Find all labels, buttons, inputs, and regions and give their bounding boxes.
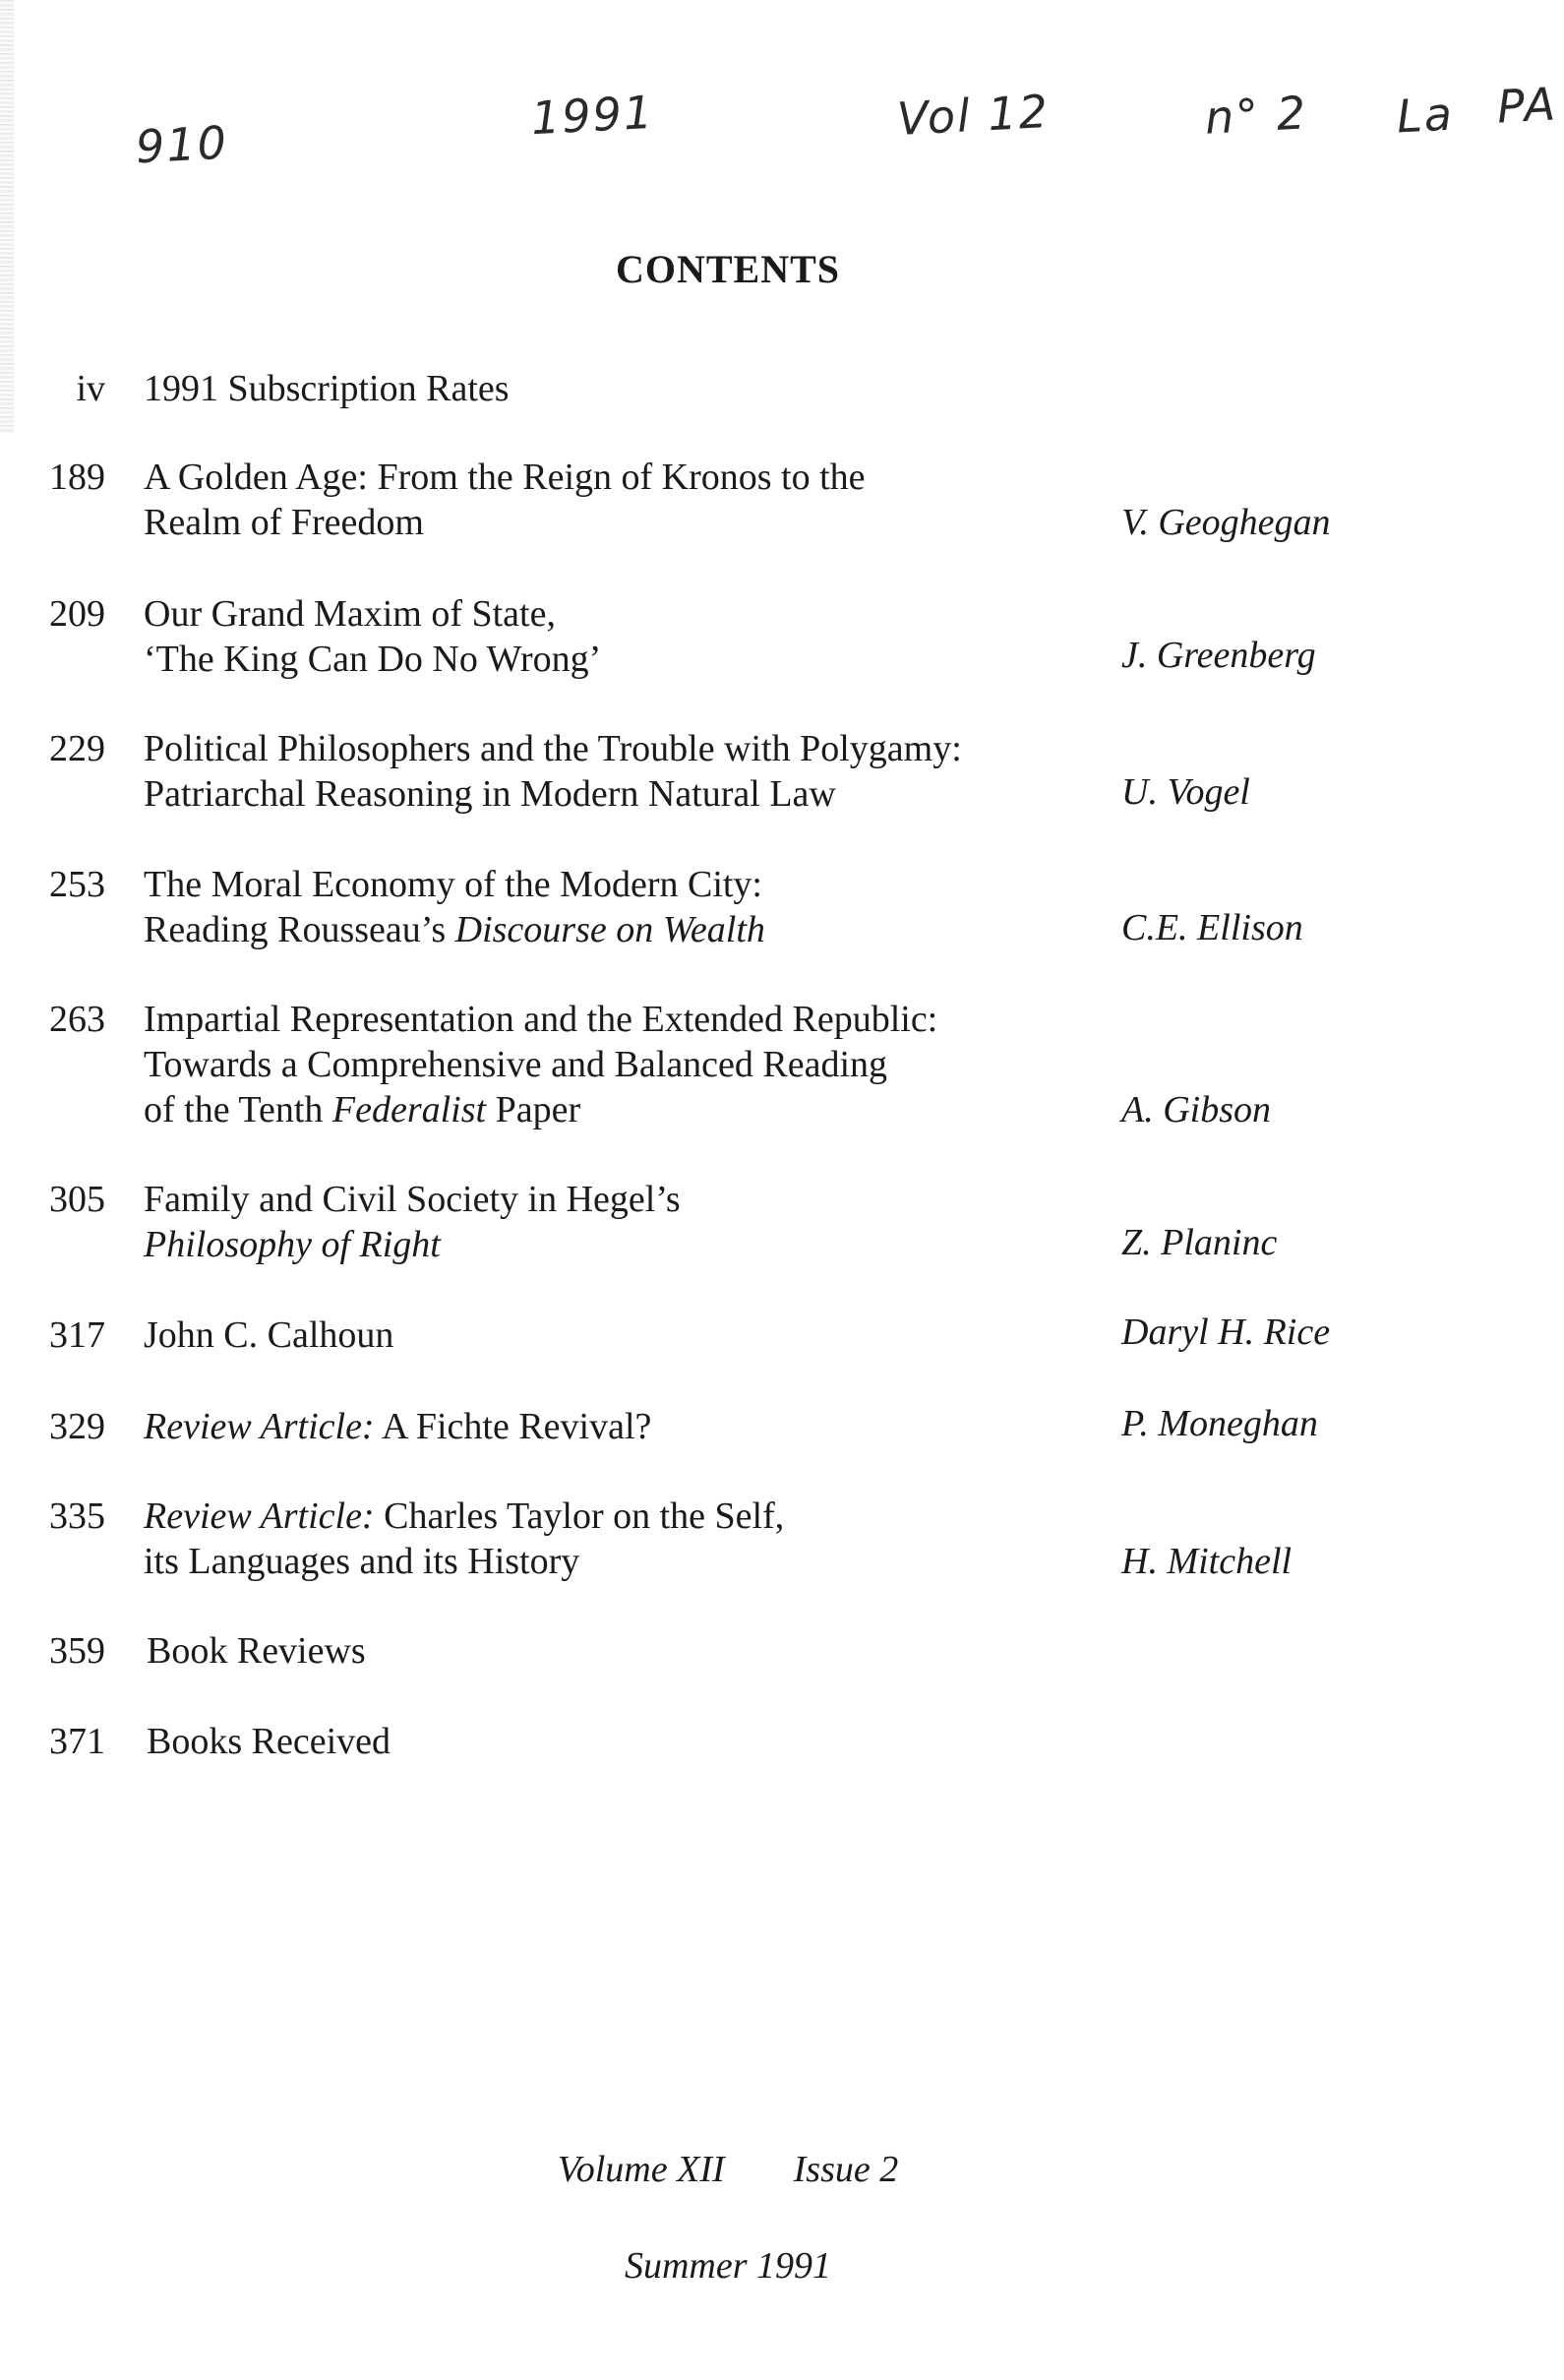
handwritten-note-number: n° 2: [1203, 86, 1309, 145]
volume-issue-line: [0, 2148, 1456, 2191]
issue-label: Issue 2: [793, 2149, 899, 2190]
italic-work-title: Discourse on Wealth: [454, 909, 765, 950]
page-number: 263: [49, 999, 105, 1040]
page-number: 253: [49, 864, 105, 905]
review-article-label: Review Article:: [144, 1495, 375, 1537]
entry-title: 1991 Subscription Rates: [144, 368, 510, 409]
handwritten-annotations: [0, 49, 1564, 177]
page-number: 305: [49, 1179, 105, 1220]
page-number: 329: [49, 1406, 105, 1447]
entry-author: Z. Planinc: [1121, 1222, 1278, 1263]
entry-author: A. Gibson: [1121, 1089, 1271, 1130]
entry-title: Book Reviews: [147, 1630, 366, 1672]
season-line: Summer 1991: [624, 2245, 832, 2287]
entry-title: Review Article: A Fichte Revival?: [144, 1406, 652, 1447]
page-number: 371: [49, 1721, 105, 1762]
handwritten-note-year: 1991: [529, 85, 656, 146]
page-number: 189: [49, 457, 105, 498]
italic-work-title: Federalist: [331, 1089, 487, 1130]
entry-title: Impartial Representation and the Extended Republic: Towards a Comprehensive and Balanced Reading of the Tenth Federalist Paper: [144, 999, 938, 1130]
handwritten-note-la: La: [1395, 87, 1456, 144]
entry-title: Books Received: [147, 1721, 391, 1762]
entry-title: The Moral Economy of the Modern City: Reading Rousseau’s Discourse on Wealth: [144, 864, 765, 950]
entry-title: Family and Civil Society in Hegel’s Philosophy of Right: [144, 1179, 681, 1265]
volume-label: Volume XII: [557, 2149, 725, 2190]
page-number: 359: [49, 1630, 105, 1672]
entry-author: V. Geoghegan: [1121, 502, 1331, 543]
entry-author: J. Greenberg: [1121, 635, 1316, 676]
entry-author: U. Vogel: [1121, 771, 1250, 813]
handwritten-note-call-number: 910: [134, 115, 230, 174]
entry-title: A Golden Age: From the Reign of Kronos to the Realm of Freedom: [144, 457, 866, 543]
review-article-label: Review Article:: [144, 1406, 375, 1447]
entry-author: C.E. Ellison: [1121, 907, 1303, 948]
page-title: CONTENTS: [615, 247, 841, 291]
page-number: 229: [49, 728, 105, 769]
page-number: 335: [49, 1495, 105, 1537]
entry-title: John C. Calhoun: [144, 1314, 394, 1356]
page-number: iv: [76, 368, 105, 409]
entry-author: H. Mitchell: [1121, 1541, 1293, 1582]
handwritten-note-pa: PA: [1495, 77, 1559, 134]
entry-title: Review Article: Charles Taylor on the Self, its Languages and its History: [144, 1495, 785, 1582]
handwritten-note-volume: Vol 12: [895, 84, 1052, 147]
entry-title: Political Philosophers and the Trouble with Polygamy: Patriarchal Reasoning in Modern Natural Law: [144, 728, 962, 815]
entry-title: Our Grand Maxim of State, ‘The King Can Do No Wrong’: [144, 593, 602, 680]
page-number: 317: [49, 1314, 105, 1356]
entry-author: P. Moneghan: [1121, 1403, 1318, 1444]
page-number: 209: [49, 593, 105, 635]
entry-author: Daryl H. Rice: [1121, 1312, 1331, 1353]
